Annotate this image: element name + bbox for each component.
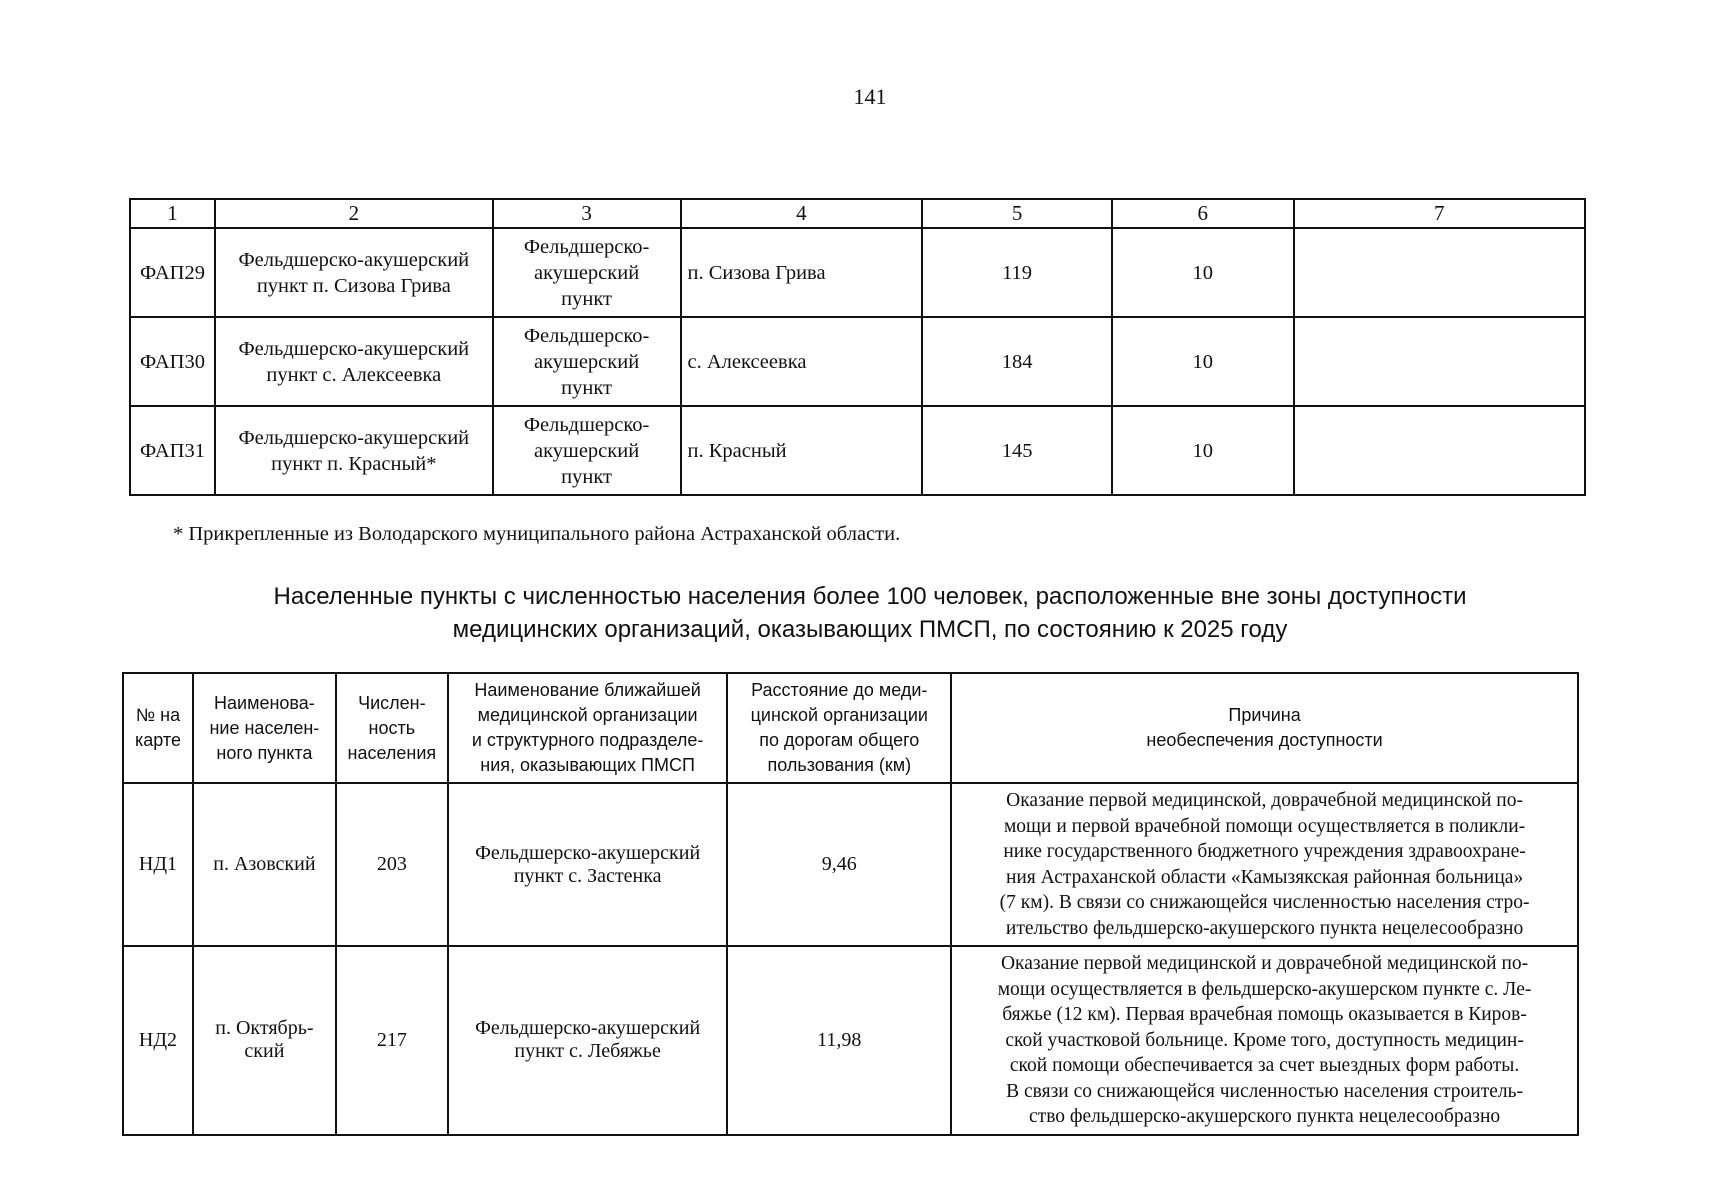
distance-km: 11,98 xyxy=(727,946,951,1135)
column-header: 7 xyxy=(1294,199,1585,228)
facility-population: 184 xyxy=(922,317,1112,406)
nearest-organization: Фельдшерско-акушерский пункт с. Застенка xyxy=(448,783,728,946)
reason-text: Оказание первой медицинской, доврачебной медицинской по- мощи и первой врачебной помощи осуществляется в поликли- нике государственного бюджетного учреждения здравоохране- ния Астраханской области «Камызякская районная больница» (7 км). В связи со снижающейся численностью населения стро- ительство фельдшерско-акушерского пункта нецелесообразно xyxy=(951,783,1578,946)
table-row xyxy=(130,228,1585,317)
column-header: 2 xyxy=(215,199,493,228)
facility-code: ФАП31 xyxy=(130,406,215,495)
column-header: 3 xyxy=(493,199,681,228)
column-header-population: Числен- ность населения xyxy=(336,673,448,783)
facility-code: ФАП29 xyxy=(130,228,215,317)
column-header-distance: Расстояние до меди- цинской организации по дорогам общего пользования (км) xyxy=(727,673,951,783)
column-header-reason: Причина необеспечения доступности xyxy=(951,673,1578,783)
facilities-table xyxy=(129,198,1586,496)
facility-col7 xyxy=(1294,228,1585,317)
locality-name: п. Октябрь- ский xyxy=(193,946,336,1135)
column-header-nearest-organization: Наименование ближайшей медицинской организации и структурного подразделе- ния, оказывающих ПМСП xyxy=(448,673,728,783)
population: 217 xyxy=(336,946,448,1135)
facility-col6: 10 xyxy=(1112,228,1294,317)
facility-locality: с. Алексеевка xyxy=(681,317,923,406)
facility-col6: 10 xyxy=(1112,406,1294,495)
column-header-map-no: № на карте xyxy=(123,673,193,783)
facility-locality: п. Красный xyxy=(681,406,923,495)
column-header-locality: Наименова- ние населен- ного пункта xyxy=(193,673,336,783)
facility-type: Фельдшерско- акушерский пункт xyxy=(493,228,681,317)
table-header-row xyxy=(123,673,1578,783)
facility-name: Фельдшерско-акушерский пункт с. Алексеевка xyxy=(215,317,493,406)
reason-text: Оказание первой медицинской и доврачебной медицинской по- мощи осуществляется в фельдшерско-акушерском пункте с. Ле- бяжье (12 км). Первая врачебная помощь оказывается в Киров- ской участковой больнице. Кроме того, доступность медицин- ской помощи обеспечивается за счет выездных форм работы. В связи со снижающейся численностью населения строитель- ство фельдшерско-акушерского пункта нецелесообразно xyxy=(951,946,1578,1135)
facility-type: Фельдшерско- акушерский пункт xyxy=(493,406,681,495)
facility-population: 119 xyxy=(922,228,1112,317)
map-number: НД1 xyxy=(123,783,193,946)
table-row xyxy=(123,783,1578,946)
facility-name: Фельдшерско-акушерский пункт п. Красный* xyxy=(215,406,493,495)
facility-code: ФАП30 xyxy=(130,317,215,406)
population: 203 xyxy=(336,783,448,946)
facility-population: 145 xyxy=(922,406,1112,495)
locality-name: п. Азовский xyxy=(193,783,336,946)
footnote: * Прикрепленные из Володарского муниципального района Астраханской области. xyxy=(173,523,901,545)
facility-name: Фельдшерско-акушерский пункт п. Сизова Грива xyxy=(215,228,493,317)
inaccessible-localities-table xyxy=(122,672,1579,1136)
column-header: 6 xyxy=(1112,199,1294,228)
table-header-row xyxy=(130,199,1585,228)
facility-col7 xyxy=(1294,406,1585,495)
table-row xyxy=(130,317,1585,406)
nearest-organization: Фельдшерско-акушерский пункт с. Лебяжье xyxy=(448,946,728,1135)
column-header: 5 xyxy=(922,199,1112,228)
section-title: Населенные пункты с численностью населения более 100 человек, расположенные вне зоны доступности медицинских организаций, оказывающих ПМСП, по состоянию к 2025 году xyxy=(273,583,1467,643)
facility-col6: 10 xyxy=(1112,317,1294,406)
column-header: 4 xyxy=(681,199,923,228)
facility-locality: п. Сизова Грива xyxy=(681,228,923,317)
facility-type: Фельдшерско- акушерский пункт xyxy=(493,317,681,406)
page-number: 141 xyxy=(853,84,887,109)
table-row xyxy=(130,406,1585,495)
column-header: 1 xyxy=(130,199,215,228)
facility-col7 xyxy=(1294,317,1585,406)
table-row xyxy=(123,946,1578,1135)
distance-km: 9,46 xyxy=(727,783,951,946)
map-number: НД2 xyxy=(123,946,193,1135)
